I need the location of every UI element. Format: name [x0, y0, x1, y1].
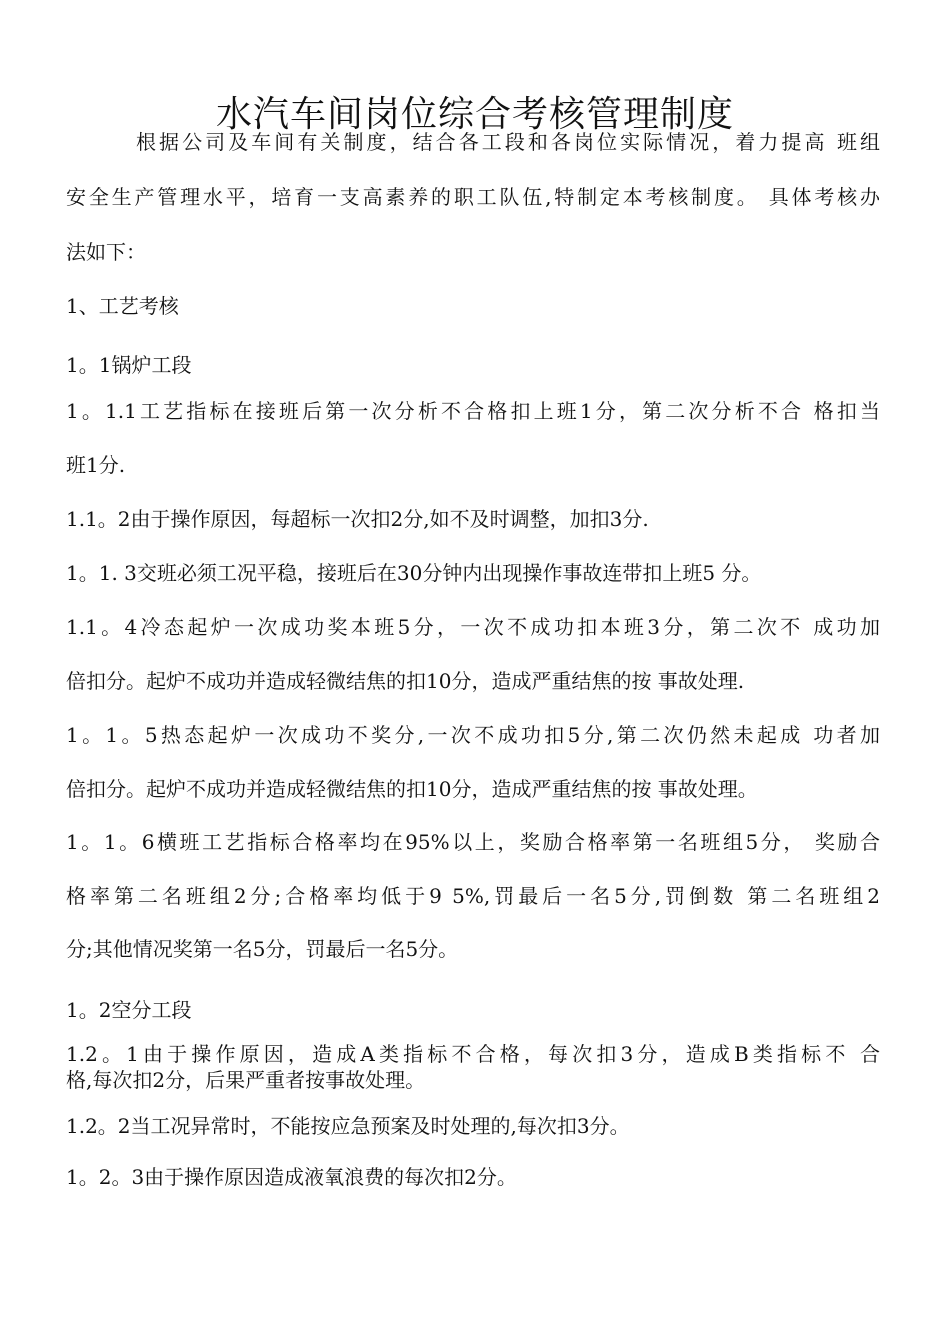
paragraph-line: 1。1.1工艺指标在接班后第一次分析不合格扣上班1分，第二次分析不合 格扣当	[66, 399, 880, 423]
paragraph-line: 1。1。5热态起炉一次成功不奖分,一次不成功扣5分,第二次仍然未起成 功者加	[66, 723, 880, 747]
paragraph-line: 格率第二名班组2分;合格率均低于9 5%,罚最后一名5分,罚倒数 第二名班组2	[66, 884, 880, 908]
paragraph-line: 法如下：	[66, 240, 146, 264]
document-title: 水汽车间岗位综合考核管理制度	[215, 94, 734, 136]
paragraph-line: 格,每次扣2分，后果严重者按事故处理。	[66, 1068, 426, 1092]
paragraph-line: 1.1。4冷态起炉一次成功奖本班5分，一次不成功扣本班3分，第二次不 成功加	[66, 615, 880, 639]
subsection-heading: 1。2空分工段	[66, 998, 192, 1022]
paragraph-line: 班1分.	[66, 453, 126, 477]
paragraph-line: 1。1。6横班工艺指标合格率均在95%以上，奖励合格率第一名班组5分， 奖励合	[66, 830, 880, 854]
subsection-heading: 1。1锅炉工段	[66, 353, 192, 377]
paragraph-line: 倍扣分。起炉不成功并造成轻微结焦的扣10分，造成严重结焦的按 事故处理。	[66, 777, 758, 801]
paragraph-line: 根据公司及车间有关制度，结合各工段和各岗位实际情况，着力提高 班组	[136, 130, 880, 154]
paragraph-line: 1。1. 3交班必须工况平稳，接班后在30分钟内出现操作事故连带扣上班5 分。	[66, 561, 762, 585]
paragraph-line: 1.2。1由于操作原因，造成A类指标不合格，每次扣3分，造成B类指标不 合	[66, 1042, 880, 1066]
paragraph-line: 1.1。2由于操作原因，每超标一次扣2分,如不及时调整，加扣3分.	[66, 507, 649, 531]
paragraph-line: 倍扣分。起炉不成功并造成轻微结焦的扣10分，造成严重结焦的按 事故处理.	[66, 669, 745, 693]
section-heading: 1、工艺考核	[66, 294, 179, 318]
paragraph-line: 1.2。2当工况异常时，不能按应急预案及时处理的,每次扣3分。	[66, 1114, 630, 1138]
paragraph-line: 分;其他情况奖第一名5分，罚最后一名5分。	[66, 937, 459, 961]
paragraph-line: 1。2。3由于操作原因造成液氧浪费的每次扣2分。	[66, 1165, 517, 1189]
paragraph-line: 安全生产管理水平，培育一支高素养的职工队伍,特制定本考核制度。 具体考核办	[66, 185, 880, 209]
